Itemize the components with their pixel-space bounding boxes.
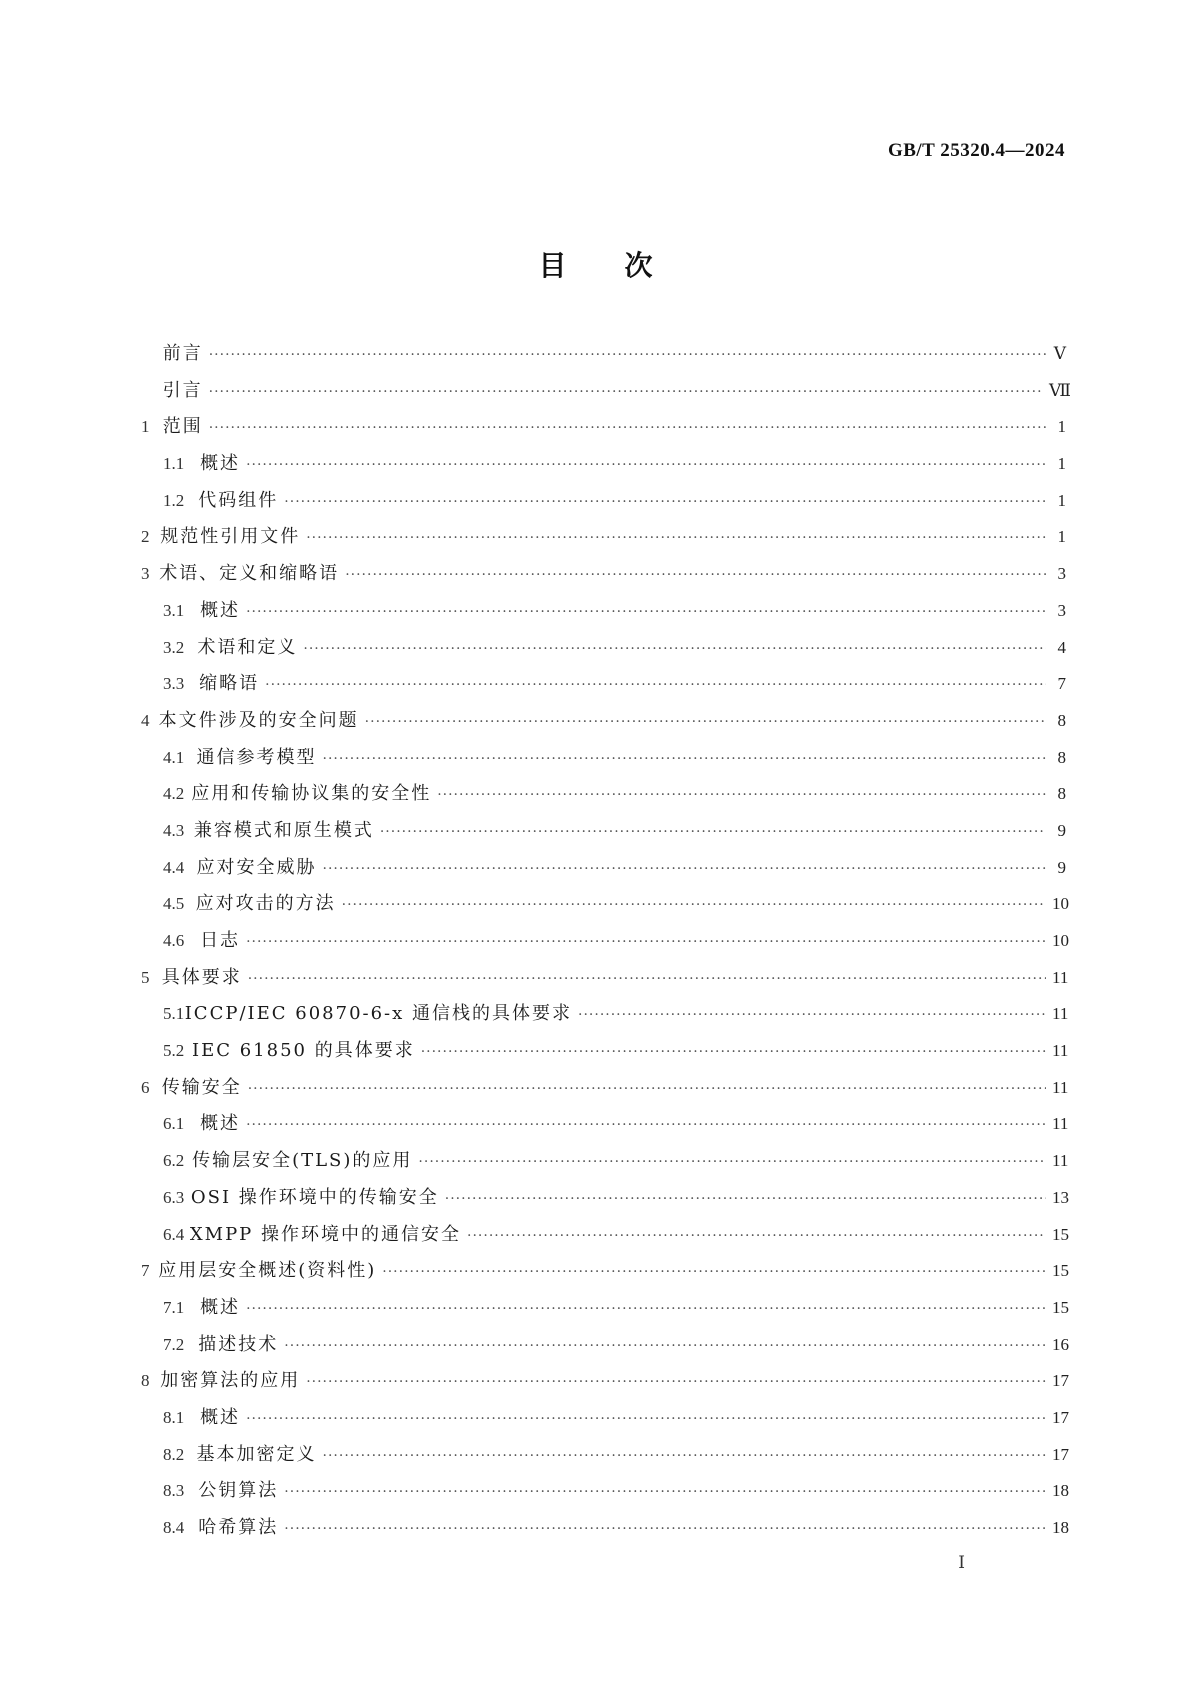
toc-entry-title: 概述 <box>200 1406 241 1428</box>
toc-entry-1-1[interactable] <box>141 446 1066 483</box>
toc-entry-title: 前言 <box>162 343 203 364</box>
toc-entry-page: 17 <box>1052 1371 1069 1391</box>
toc-entry-page: Ⅴ <box>1053 344 1066 363</box>
toc-entry-page: 4 <box>1057 637 1066 657</box>
toc-entry-title: 本文件涉及的安全问题 <box>158 709 359 731</box>
toc-entry-1[interactable] <box>141 409 1066 446</box>
toc-entry-number: 3.2 <box>163 637 185 657</box>
toc-entry-page: 3 <box>1057 600 1066 620</box>
toc-entry-number: 8.1 <box>163 1407 185 1427</box>
toc-entry-3-1[interactable] <box>141 593 1066 630</box>
toc-dot-leader <box>209 337 1046 374</box>
toc-entry-8-3[interactable] <box>141 1473 1069 1510</box>
toc-entry-number: 6.1 <box>163 1114 185 1134</box>
toc-entry-title: 范围 <box>162 416 203 438</box>
toc-entry-5-1[interactable] <box>141 996 1069 1033</box>
toc-entry-page: 17 <box>1052 1444 1069 1464</box>
toc-dot-leader <box>303 631 1046 668</box>
toc-entry-page: Ⅶ <box>1049 380 1071 400</box>
toc-dot-leader <box>342 887 1046 924</box>
toc-entry-4-3[interactable] <box>141 813 1066 850</box>
toc-entry-title: XMPP 操作环境中的通信安全 <box>189 1223 462 1245</box>
toc-entry-title: 应用和传输协议集的安全性 <box>191 783 432 805</box>
toc-dot-leader <box>365 704 1046 741</box>
toc-entry-number: 7.1 <box>163 1297 185 1317</box>
toc-entry-title: 概述 <box>200 1113 241 1135</box>
toc-dot-leader <box>437 777 1046 814</box>
toc-entry-number: 3.3 <box>163 674 185 694</box>
toc-entry-title: 哈希算法 <box>198 1517 279 1538</box>
toc-entry-title: 引言 <box>162 379 203 401</box>
toc-dot-leader <box>248 1071 1046 1108</box>
document-code: GB/T 25320.4—2024 <box>887 140 1065 161</box>
toc-dot-leader <box>380 814 1046 851</box>
toc-dot-leader <box>306 1364 1046 1401</box>
toc-entry-title: 缩略语 <box>199 673 260 695</box>
toc-entry-4-1[interactable] <box>141 740 1066 777</box>
toc-entry-page: 1 <box>1057 490 1066 510</box>
toc-entry-number: 4.6 <box>163 931 185 950</box>
toc-entry-front-1[interactable] <box>141 373 1071 410</box>
toc-entry-page: 8 <box>1057 784 1066 804</box>
toc-entry-number: 5.2 <box>163 1041 185 1061</box>
toc-entry-number: 8 <box>141 1371 150 1391</box>
toc-entry-number: 3.1 <box>163 600 185 620</box>
toc-entry-4-6[interactable] <box>141 923 1069 960</box>
toc-entry-number: 8.2 <box>163 1444 185 1464</box>
toc-entry-title: OSI 操作环境中的传输安全 <box>190 1186 439 1208</box>
toc-entry-6-1[interactable] <box>141 1106 1069 1143</box>
toc-entry-number: 4.4 <box>163 857 185 877</box>
toc-entry-title: 概述 <box>200 1296 241 1318</box>
toc-entry-title: ICCP/IEC 60870-6-x 通信栈的具体要求 <box>184 1003 573 1025</box>
toc-entry-2[interactable] <box>141 519 1066 556</box>
toc-entry-page: 7 <box>1057 674 1066 694</box>
toc-entry-page: 11 <box>1052 967 1069 987</box>
toc-entry-title: 通信参考模型 <box>196 746 317 768</box>
toc-entry-page: 9 <box>1057 820 1066 840</box>
toc-entry-number: 8.4 <box>163 1518 185 1537</box>
toc-entry-page: 17 <box>1052 1407 1069 1427</box>
toc-entry-number: 6.3 <box>163 1187 185 1207</box>
toc-entry-title: 概述 <box>200 453 241 475</box>
toc-dot-leader <box>306 520 1046 557</box>
toc-dot-leader <box>246 1401 1046 1438</box>
toc-entry-page: 10 <box>1052 894 1069 914</box>
toc-dot-leader <box>421 1034 1046 1071</box>
toc-entry-number: 7 <box>141 1261 150 1281</box>
toc-entry-3[interactable] <box>141 556 1066 593</box>
toc-entry-page: 8 <box>1057 710 1066 730</box>
toc-dot-leader <box>323 741 1046 778</box>
toc-entry-number: 6 <box>141 1077 150 1097</box>
toc-entry-4-2[interactable] <box>141 776 1066 813</box>
toc-entry-5[interactable] <box>141 960 1069 997</box>
toc-dot-leader <box>284 1474 1046 1511</box>
toc-entry-4-5[interactable] <box>141 886 1069 923</box>
toc-entry-number: 4.3 <box>163 820 185 840</box>
toc-dot-leader <box>246 1107 1046 1144</box>
toc-entry-page: 18 <box>1052 1518 1069 1537</box>
toc-entry-title: IEC 61850 的具体要求 <box>191 1040 415 1062</box>
toc-entry-page: 1 <box>1057 527 1066 547</box>
toc-entry-5-2[interactable] <box>141 1033 1069 1070</box>
toc-entry-number: 4.5 <box>163 894 185 914</box>
toc-entry-4-4[interactable] <box>141 850 1066 887</box>
toc-dot-leader <box>209 410 1046 447</box>
toc-dot-leader <box>418 1144 1046 1181</box>
toc-entry-title: 加密算法的应用 <box>160 1370 301 1392</box>
toc-entry-number: 2 <box>141 527 150 547</box>
toc-entry-number: 4.1 <box>163 747 185 767</box>
toc-entry-title: 描述技术 <box>198 1333 279 1355</box>
toc-entry-6-4[interactable] <box>141 1217 1069 1254</box>
toc-dot-leader <box>445 1181 1046 1218</box>
toc-dot-leader <box>382 1254 1046 1291</box>
toc-entry-page: 11 <box>1052 1004 1069 1024</box>
toc-entry-number: 8.3 <box>163 1481 185 1501</box>
toc-entry-number: 4.2 <box>163 784 185 804</box>
toc-entry-title: 兼容模式和原生模式 <box>193 819 374 841</box>
toc-entry-page: 18 <box>1052 1481 1069 1501</box>
toc-entry-page: 9 <box>1057 857 1066 877</box>
toc-dot-leader <box>467 1218 1046 1255</box>
toc-entry-number: 6.4 <box>163 1224 185 1244</box>
toc-entry-page: 3 <box>1057 564 1066 584</box>
toc-entry-8[interactable] <box>141 1363 1069 1400</box>
toc-entry-7[interactable] <box>141 1253 1069 1290</box>
toc-dot-leader <box>345 557 1046 594</box>
toc-entry-title: 概述 <box>200 599 241 621</box>
toc-entry-page: 15 <box>1052 1261 1069 1281</box>
toc-entry-title: 术语、定义和缩略语 <box>159 563 340 585</box>
toc-dot-leader <box>265 667 1046 704</box>
toc-dot-leader <box>246 594 1046 631</box>
toc-heading: 目次 <box>538 249 711 282</box>
toc-entry-title: 术语和定义 <box>197 636 298 658</box>
toc-entry-6[interactable] <box>141 1070 1069 1107</box>
toc-entry-title: 代码组件 <box>198 489 279 511</box>
toc-entry-page: 11 <box>1052 1114 1069 1134</box>
toc-entry-page: 15 <box>1052 1297 1069 1317</box>
toc-entry-title: 传输层安全(TLS)的应用 <box>192 1150 413 1172</box>
toc-entry-title: 公钥算法 <box>198 1480 279 1502</box>
toc-entry-title: 应对安全威胁 <box>196 856 317 878</box>
toc-entry-4[interactable] <box>141 703 1066 740</box>
toc-entry-page: 13 <box>1052 1187 1069 1207</box>
toc-entry-number: 5.1 <box>163 1004 185 1024</box>
toc-dot-leader <box>246 447 1046 484</box>
toc-entry-title: 日志 <box>200 930 241 951</box>
toc-entry-number: 6.2 <box>163 1151 185 1171</box>
toc-entry-number: 1 <box>141 417 150 437</box>
toc-entry-8-4[interactable] <box>141 1510 1069 1547</box>
toc-dot-leader <box>578 997 1046 1034</box>
toc-dot-leader <box>284 1511 1046 1548</box>
toc-entry-page: 1 <box>1057 454 1066 474</box>
toc-entry-page: 15 <box>1052 1224 1069 1244</box>
toc-dot-leader <box>284 484 1046 521</box>
toc-entry-page: 11 <box>1052 1077 1069 1097</box>
toc-entry-number: 7.2 <box>163 1334 185 1354</box>
toc-entry-page: 8 <box>1057 747 1066 767</box>
toc-entry-number: 1.2 <box>163 490 185 510</box>
page-number: Ⅰ <box>958 1553 965 1572</box>
toc-entry-page: 1 <box>1057 417 1066 437</box>
toc-dot-leader <box>323 851 1046 888</box>
toc-entry-7-1[interactable] <box>141 1290 1069 1327</box>
toc-entry-number: 5 <box>141 967 150 987</box>
toc-entry-6-3[interactable] <box>141 1180 1069 1217</box>
toc-entry-3-2[interactable] <box>141 630 1066 667</box>
toc-dot-leader <box>246 924 1046 961</box>
toc-entry-page: 10 <box>1052 931 1069 950</box>
toc-entry-title: 应用层安全概述(资料性) <box>158 1260 377 1282</box>
toc-dot-leader <box>248 961 1046 998</box>
toc-entry-front-0[interactable] <box>141 336 1066 373</box>
toc-dot-leader <box>284 1328 1046 1365</box>
toc-entry-title: 基本加密定义 <box>196 1443 317 1465</box>
toc-entry-title: 应对攻击的方法 <box>195 893 336 915</box>
table-of-contents <box>141 336 1071 1547</box>
toc-dot-leader <box>323 1438 1046 1475</box>
toc-entry-8-1[interactable] <box>141 1400 1069 1437</box>
toc-entry-number: 3 <box>141 564 150 584</box>
toc-entry-1-2[interactable] <box>141 483 1066 520</box>
toc-entry-number: 4 <box>141 710 150 730</box>
toc-entry-title: 规范性引用文件 <box>160 526 301 548</box>
toc-entry-title: 传输安全 <box>161 1076 242 1098</box>
toc-entry-page: 11 <box>1052 1151 1069 1171</box>
toc-dot-leader <box>246 1291 1046 1328</box>
toc-entry-page: 16 <box>1052 1334 1069 1354</box>
toc-entry-7-2[interactable] <box>141 1327 1069 1364</box>
toc-entry-page: 11 <box>1052 1041 1069 1061</box>
toc-entry-title: 具体要求 <box>161 966 242 988</box>
toc-entry-3-3[interactable] <box>141 666 1066 703</box>
toc-dot-leader <box>209 374 1043 411</box>
toc-entry-number: 1.1 <box>163 454 185 474</box>
toc-entry-8-2[interactable] <box>141 1437 1069 1474</box>
toc-entry-6-2[interactable] <box>141 1143 1069 1180</box>
